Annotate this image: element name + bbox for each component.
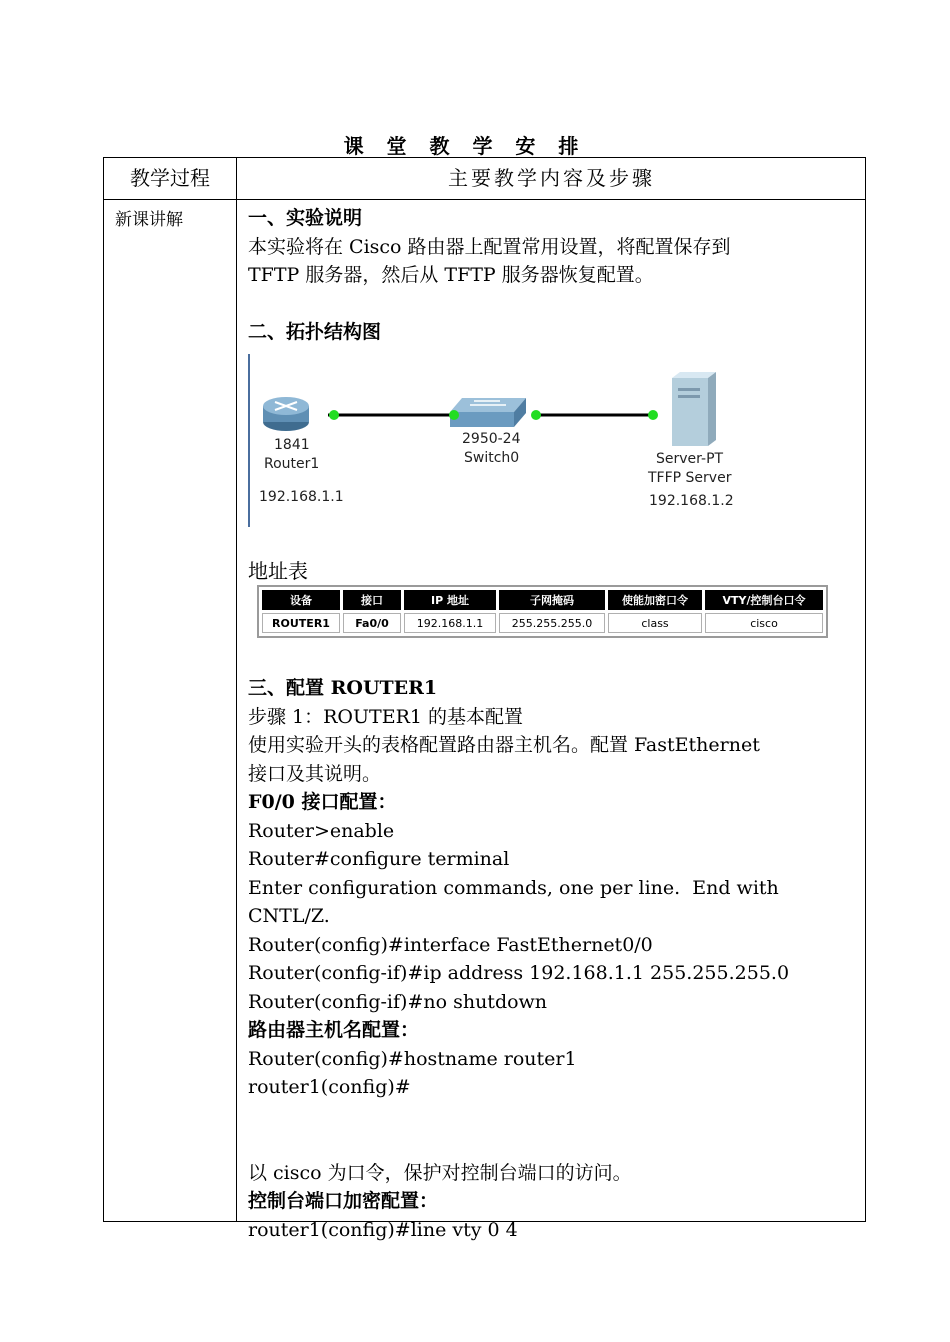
table-cell-enable-secret: class	[608, 613, 702, 633]
command-line: Router(config)#interface FastEthernet0/0	[248, 933, 653, 956]
console-description: 以 cisco 为口令，保护对控制台端口的访问。	[248, 1161, 632, 1184]
table-cell-interface: Fa0/0	[343, 613, 401, 633]
address-table-header: 设备	[262, 590, 340, 610]
page-title: 课 堂 教 学 安 排	[343, 134, 587, 158]
port-switch-left	[449, 410, 459, 420]
router-model-label: 1841	[274, 437, 310, 453]
address-table-header: VTY/控制台口令	[705, 590, 823, 610]
section2-heading: 二、拓扑结构图	[248, 320, 382, 343]
table-cell-ip: 192.168.1.1	[404, 613, 496, 633]
port-server	[648, 410, 658, 420]
switch-model-label: 2950-24	[462, 431, 521, 447]
section3-heading: 三、配置 ROUTER1	[248, 677, 438, 699]
command-line: Router>enable	[248, 819, 395, 842]
command-line: CNTL/Z.	[248, 905, 330, 927]
table-row	[262, 613, 823, 633]
step1-description: 使用实验开头的表格配置路由器主机名。配置 FastEthernet	[248, 734, 760, 756]
table-divider-vertical	[236, 157, 237, 1222]
address-table-header: IP 地址	[404, 590, 496, 610]
command-line: Router#configure terminal	[248, 848, 510, 870]
f0-config-heading: F0/0 接口配置：	[248, 791, 397, 813]
router-icon	[263, 397, 309, 431]
topology-diagram	[248, 354, 868, 531]
table-cell-vty-password: cisco	[705, 613, 823, 633]
hostname-config-heading: 路由器主机名配置：	[248, 1019, 420, 1041]
command-line: Router(config)#hostname router1	[248, 1047, 577, 1070]
section1-line: 本实验将在 Cisco 路由器上配置常用设置，将配置保存到	[248, 235, 731, 258]
address-table	[257, 585, 828, 638]
section1-heading: 一、实验说明	[248, 207, 363, 229]
server-ip-label: 192.168.1.2	[649, 493, 734, 509]
switch-icon	[450, 398, 526, 427]
command-line: router1(config)#	[248, 1076, 411, 1098]
switch-name-label: Switch0	[464, 450, 520, 466]
address-table-caption: 地址表	[248, 559, 308, 583]
address-table-header: 接口	[343, 590, 401, 610]
table-cell-mask: 255.255.255.0	[499, 613, 605, 633]
section1-line: TFTP 服务器，然后从 TFTP 服务器恢复配置。	[248, 264, 654, 286]
command-line: Router(config-if)#no shutdown	[248, 990, 548, 1013]
server-model-label: Server-PT	[656, 451, 724, 467]
server-name-label: TFFP Server	[648, 470, 732, 486]
address-table-header: 使能加密口令	[608, 590, 702, 610]
row-label-new-lesson: 新课讲解	[115, 210, 183, 230]
table-cell-device: ROUTER1	[262, 613, 340, 633]
console-config-heading: 控制台端口加密配置：	[248, 1190, 439, 1212]
table-divider-horizontal	[103, 199, 866, 200]
command-line: router1(config)#line vty 0 4	[248, 1218, 518, 1241]
header-main-content: 主要教学内容及步骤	[448, 166, 655, 190]
router-name-label: Router1	[264, 456, 320, 472]
port-router	[329, 410, 339, 420]
header-teaching-process: 教学过程	[130, 166, 210, 190]
address-table-header: 子网掩码	[499, 590, 605, 610]
server-icon	[672, 372, 716, 446]
step1-description: 接口及其说明。	[248, 762, 382, 785]
lesson-content	[248, 204, 853, 1244]
command-line: Router(config-if)#ip address 192.168.1.1 255.255.255.0	[248, 962, 790, 984]
address-table-header-row	[262, 590, 823, 610]
router-ip-label: 192.168.1.1	[259, 489, 344, 505]
port-switch-right	[531, 410, 541, 420]
step1-title: 步骤 1：ROUTER1 的基本配置	[248, 705, 523, 728]
command-line: Enter configuration commands, one per line. End with	[248, 876, 779, 899]
